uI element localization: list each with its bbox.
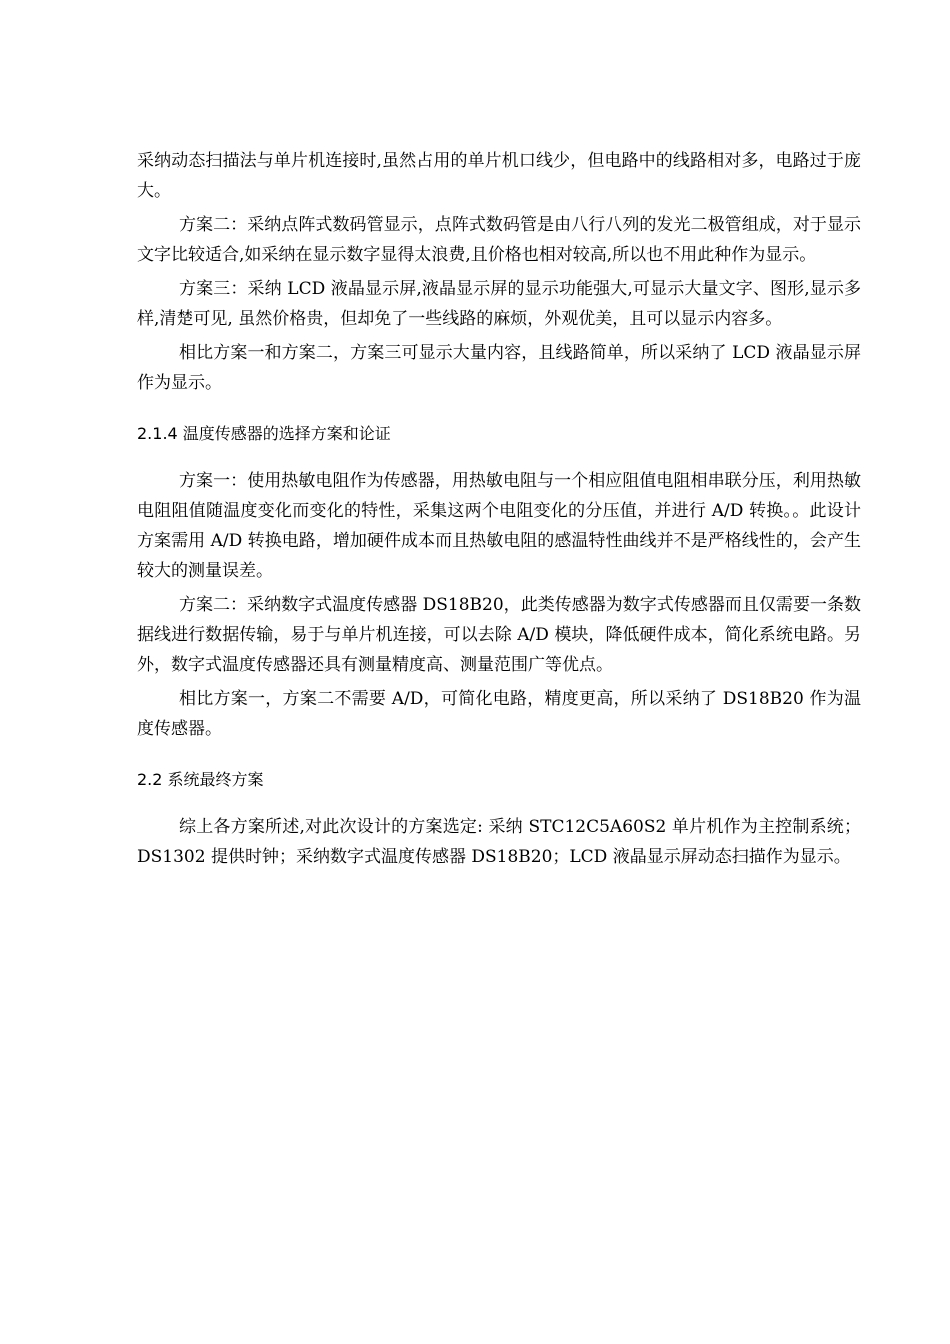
paragraph-sensor-comparison: 相比方案一，方案二不需要 A/D，可简化电路，精度更高，所以采纳了 DS18B20 作为温度传感器。 — [137, 689, 861, 739]
paragraph-continuation: 采纳动态扫描法与单片机连接时,虽然占用的单片机口线少，但电路中的线路相对多，电路过于庞大。 — [137, 151, 861, 201]
paragraph-sensor-scheme-two: 方案二：采纳数字式温度传感器 DS18B20，此类传感器为数字式传感器而且仅需要一条数据线进行数据传输，易于与单片机连接，可以去除 A/D 模块，降低硬件成本，简化系统电路。另外，数字式温度传感器还具有测量精度高、测量范围广等优点。 — [137, 595, 861, 675]
paragraph-display-comparison: 相比方案一和方案二，方案三可显示大量内容，且线路简单，所以采纳了 LCD 液晶显示屏作为显示。 — [137, 343, 861, 393]
paragraph-scheme-two-display: 方案二：采纳点阵式数码管显示，点阵式数码管是由八行八列的发光二极管组成，对于显示文字比较适合,如采纳在显示数字显得太浪费,且价格也相对较高,所以也不用此种作为显示。 — [137, 215, 861, 265]
paragraph-scheme-three-display: 方案三：采纳 LCD 液晶显示屏,液晶显示屏的显示功能强大,可显示大量文字、图形,显示多样,清楚可见, 虽然价格贵，但却免了一些线路的麻烦，外观优美，且可以显示内容多。 — [137, 279, 861, 329]
section-heading-2-2: 2.2 系统最终方案 — [137, 770, 264, 789]
section-heading-2-1-4: 2.1.4 温度传感器的选择方案和论证 — [137, 424, 391, 443]
paragraph-sensor-scheme-one: 方案一：使用热敏电阻作为传感器，用热敏电阻与一个相应阻值电阻相串联分压，利用热敏电阻阻值随温度变化而变化的特性，采集这两个电阻变化的分压值，并进行 A/D 转换。。此设计方案需用 A/D 转换电路，增加硬件成本而且热敏电阻的感温特性曲线并不是严格线性的，会产生较大的测量误差。 — [137, 471, 861, 581]
page-content — [137, 146, 861, 872]
paragraph-final-scheme: 综上各方案所述,对此次设计的方案选定: 采纳 STC12C5A60S2 单片机作为主控制系统； DS1302 提供时钟；采纳数字式温度传感器 DS18B20；LCD 液晶显示屏动态扫描作为显示。 — [137, 817, 861, 867]
